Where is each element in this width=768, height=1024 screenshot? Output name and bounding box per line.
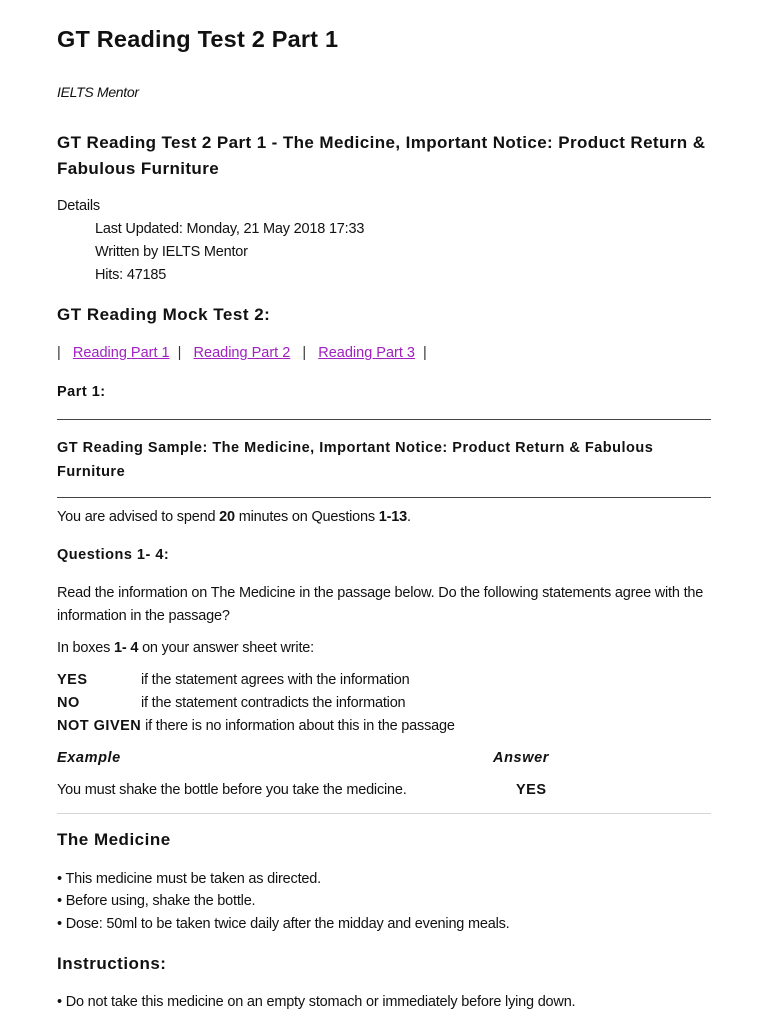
hits-count: Hits: 47185: [95, 267, 167, 283]
sample-heading: GT Reading Sample: The Medicine, Important Notice: Product Return & Fabulous Furniture: [57, 440, 654, 480]
medicine-bullet: • Dose: 50ml to be taken twice daily after the midday and evening meals.: [57, 916, 510, 932]
answer-term: YES: [57, 672, 88, 688]
medicine-bullet: • This medicine must be taken as directed.: [57, 871, 321, 887]
last-updated: Last Updated: Monday, 21 May 2018 17:33: [95, 221, 365, 237]
instructions-heading: Instructions:: [57, 954, 167, 973]
answer-desc: if there is no information about this in the passage: [145, 718, 455, 734]
time-advice: [57, 509, 411, 525]
medicine-heading: The Medicine: [57, 830, 171, 849]
link-reading-part-1[interactable]: Reading Part 1: [72, 345, 170, 361]
link-reading-part-2[interactable]: Reading Part 2: [193, 345, 291, 361]
answer-key-row: [57, 718, 455, 734]
mock-test-heading: GT Reading Mock Test 2:: [57, 305, 271, 324]
questions-heading: Questions 1- 4:: [57, 547, 170, 563]
link-reading-part-3[interactable]: Reading Part 3: [318, 345, 415, 361]
answer-term: NOT GIVEN: [57, 718, 142, 734]
example-label: Example: [57, 750, 121, 766]
boxes-text: on your answer sheet write:: [138, 640, 314, 656]
boxes-text: In boxes: [57, 640, 115, 656]
part-navigation: [57, 345, 427, 361]
advice-minutes: 20: [219, 509, 235, 525]
divider: [57, 813, 711, 814]
advice-range: 1-13: [378, 509, 408, 525]
instructions-bullet: • Do not take this medicine on an empty stomach or immediately before lying down.: [57, 994, 576, 1010]
instruction-text: Read the information on The Medicine in the passage below. Do the following statements agree with the information in the passage?: [57, 585, 704, 624]
nav-separator: |: [302, 345, 307, 361]
written-by: Written by IELTS Mentor: [95, 244, 248, 260]
answer-desc: if the statement agrees with the information: [141, 672, 410, 688]
answer-term: NO: [57, 695, 80, 711]
medicine-bullet: • Before using, shake the bottle.: [57, 893, 256, 909]
advice-text: minutes on Questions: [234, 509, 379, 525]
page-title: GT Reading Test 2 Part 1: [57, 26, 339, 52]
divider: [57, 419, 711, 420]
boxes-instruction: [57, 640, 314, 656]
divider: [57, 497, 711, 498]
details-label: Details: [57, 198, 100, 214]
answer-label: Answer: [493, 750, 549, 766]
nav-separator: |: [57, 345, 61, 361]
author: IELTS Mentor: [57, 84, 139, 100]
boxes-range: 1- 4: [114, 640, 139, 656]
advice-text: You are advised to spend: [57, 509, 220, 525]
advice-text: .: [407, 509, 411, 525]
example-statement: You must shake the bottle before you take the medicine.: [57, 782, 407, 798]
article-subtitle: GT Reading Test 2 Part 1 - The Medicine, Important Notice: Product Return & Fabulous Furniture: [57, 133, 706, 178]
nav-separator: |: [177, 345, 182, 361]
nav-separator: |: [423, 345, 427, 361]
part-label: Part 1:: [57, 384, 106, 400]
answer-key-row: [57, 695, 80, 711]
answer-key-row: [57, 672, 88, 688]
example-answer: YES: [516, 782, 547, 798]
answer-desc: if the statement contradicts the information: [141, 695, 406, 711]
